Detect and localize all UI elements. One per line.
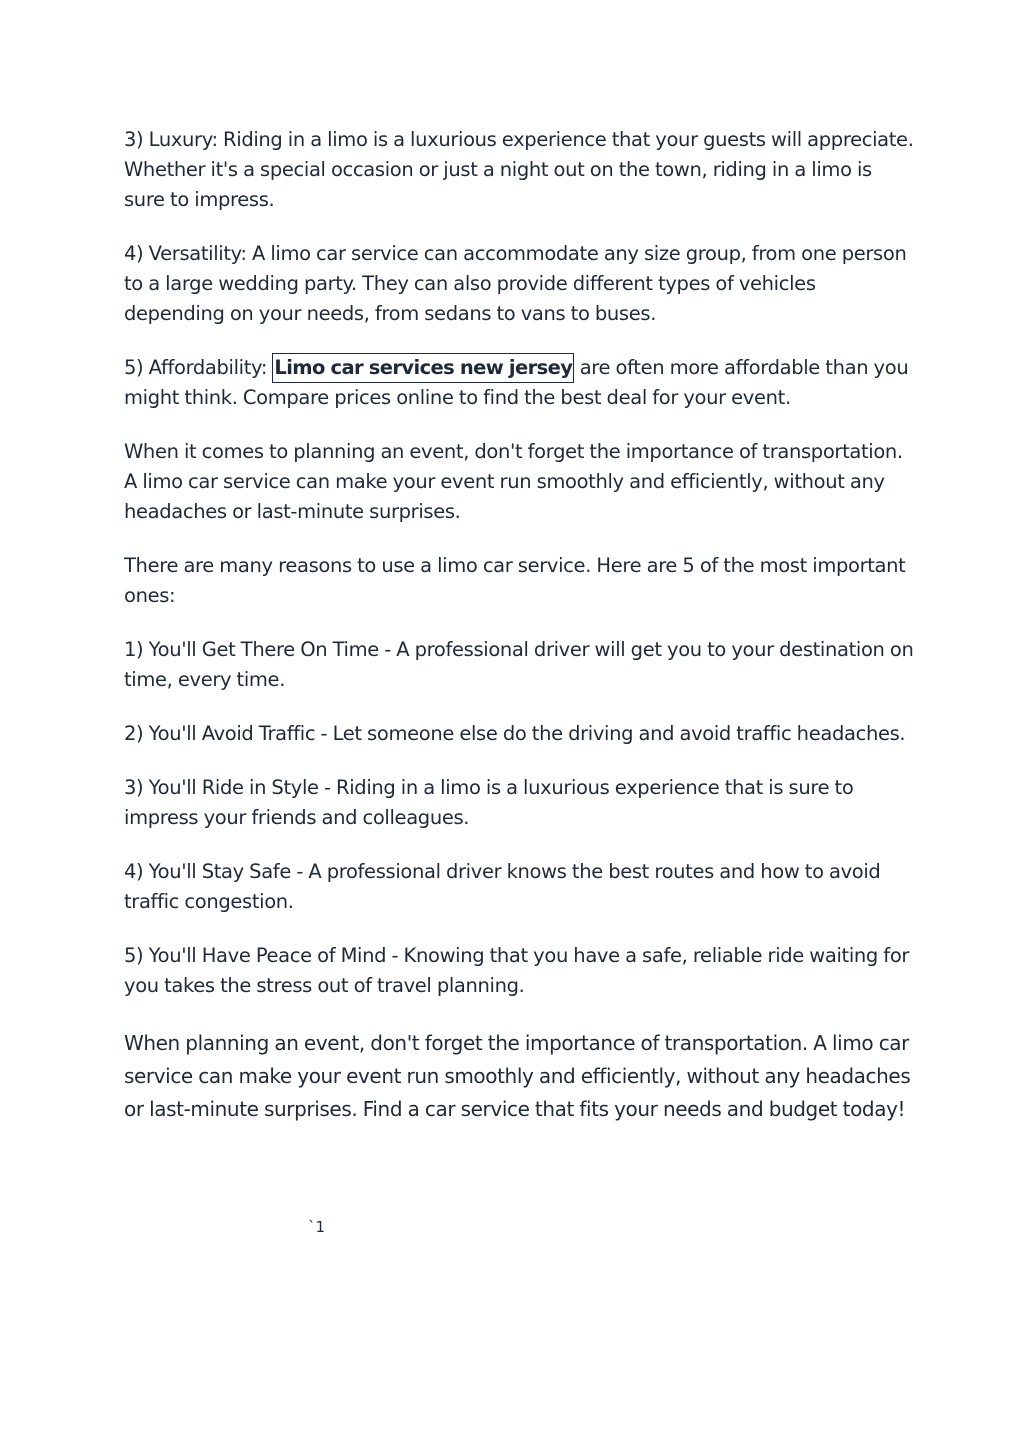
page-number-mark: `1 [308, 1218, 326, 1236]
paragraph-versatility: 4) Versatility: A limo car service can accommodate any size group, from one person to a large wedding party. They can also provide different types of vehicles depending on your needs, from sedans to vans to buses. [124, 242, 907, 325]
document-body [124, 125, 914, 1150]
paragraph-reason-2: 2) You'll Avoid Traffic - Let someone else do the driving and avoid traffic headaches. [124, 722, 906, 745]
limo-services-link[interactable]: Limo car services new jersey [272, 353, 574, 383]
affordability-text: are often more affordable than you might think. Compare prices online to find the best deal for your event. [124, 356, 909, 409]
paragraph-reasons-intro: There are many reasons to use a limo car service. Here are 5 of the most important ones: [124, 554, 906, 607]
paragraph-planning: When it comes to planning an event, don't forget the importance of transportation. A limo car service can make your event run smoothly and efficiently, without any headaches or last-minute surprises. [124, 440, 903, 523]
paragraph-conclusion: When planning an event, don't forget the importance of transportation. A limo car service can make your event run smoothly and efficiently, without any headaches or last-minute surprises. Find a car service that fits your needs and budget today! [124, 1031, 911, 1121]
paragraph-luxury: 3) Luxury: Riding in a limo is a luxurious experience that your guests will appreciate. Whether it's a special occasion or just a night out on the town, riding in a limo is sure to impress. [124, 128, 914, 211]
paragraph-reason-1: 1) You'll Get There On Time - A professional driver will get you to your destination on time, every time. [124, 638, 914, 691]
paragraph-affordability [124, 353, 914, 413]
paragraph-reason-5: 5) You'll Have Peace of Mind - Knowing that you have a safe, reliable ride waiting for you takes the stress out of travel planning. [124, 944, 910, 997]
affordability-label: 5) Affordability: [124, 356, 273, 379]
paragraph-reason-4: 4) You'll Stay Safe - A professional driver knows the best routes and how to avoid traffic congestion. [124, 860, 881, 913]
paragraph-reason-3: 3) You'll Ride in Style - Riding in a limo is a luxurious experience that is sure to impress your friends and colleagues. [124, 776, 854, 829]
